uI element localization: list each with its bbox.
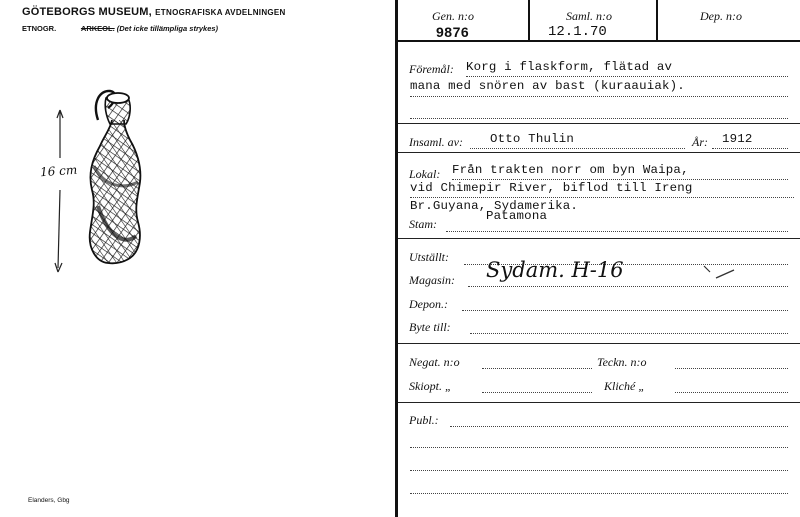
stam-label: Stam: xyxy=(409,217,437,231)
card-divider xyxy=(395,0,398,517)
measurement-arrow xyxy=(52,108,68,276)
insaml-value: Otto Thulin xyxy=(490,132,574,146)
foremal-dots-2 xyxy=(410,96,788,97)
saml-number: 12.1.70 xyxy=(548,24,607,40)
lokal-dots-1 xyxy=(452,179,788,180)
saml-label: Saml. n:o xyxy=(566,9,612,23)
magasin-label: Magasin: xyxy=(409,273,455,287)
ar-label: År: xyxy=(692,135,708,149)
publ-dots-2 xyxy=(410,447,788,448)
section-rule-1 xyxy=(398,123,800,124)
byte-label: Byte till: xyxy=(409,320,451,334)
section-rule-2 xyxy=(398,152,800,153)
foremal-dots-3 xyxy=(410,118,788,119)
publ-label: Publ.: xyxy=(409,413,439,427)
etnogr-label: ETNOGR. xyxy=(22,24,57,33)
department-name: ETNOGRAFISKA AVDELNINGEN xyxy=(155,8,286,17)
skiopt-dots xyxy=(482,392,592,393)
magasin-value: Sydam. H-16 xyxy=(486,258,624,282)
section-rule-5 xyxy=(398,402,800,403)
gen-label: Gen. n:o xyxy=(432,9,474,23)
publ-dots-4 xyxy=(410,493,788,494)
stam-value: Patamona xyxy=(486,209,548,223)
header-bottom-rule xyxy=(398,40,800,42)
kliche-label: Kliché „ xyxy=(604,379,645,393)
negat-label: Negat. n:o xyxy=(409,355,460,369)
section-rule-3 xyxy=(398,238,800,239)
depon-dots xyxy=(462,310,788,311)
kliche-dots xyxy=(675,392,788,393)
skiopt-label: Skiopt. „ xyxy=(409,379,452,393)
header-divider-2 xyxy=(656,0,658,40)
lokal-label: Lokal: xyxy=(409,167,441,181)
foremal-line-1: Korg i flaskform, flätad av xyxy=(466,60,673,74)
insaml-dots xyxy=(470,148,685,149)
stam-dots xyxy=(446,231,788,232)
lokal-dots-2 xyxy=(410,197,794,198)
strike-note: (Det icke tillämpliga strykes) xyxy=(116,24,219,33)
publ-dots-1 xyxy=(450,426,788,427)
byte-dots xyxy=(470,333,788,334)
foremal-line-2: mana med snören av bast (kuraauiak). xyxy=(410,79,685,93)
lokal-line-2: vid Chimepir River, biflod till Ireng xyxy=(410,181,693,195)
printer-imprint: Elanders, Gbg xyxy=(28,497,70,504)
magasin-dots xyxy=(468,286,788,287)
dep-label: Dep. n:o xyxy=(700,9,742,23)
section-rule-4 xyxy=(398,343,800,344)
basket-illustration xyxy=(78,86,158,268)
ar-value: 1912 xyxy=(722,132,753,146)
teckn-label: Teckn. n:o xyxy=(597,355,647,369)
category-line xyxy=(22,24,218,33)
foremal-label: Föremål: xyxy=(409,62,454,76)
handwritten-tick xyxy=(700,262,740,282)
utstallt-label: Utställt: xyxy=(409,250,450,264)
size-label: 16 cm xyxy=(39,162,78,180)
museum-header xyxy=(22,6,286,18)
publ-dots-3 xyxy=(410,470,788,471)
lokal-line-3: Br.Guyana, Sydamerika. xyxy=(410,199,578,213)
museum-name: GÖTEBORGS MUSEUM, xyxy=(22,6,152,18)
gen-number: 9876 xyxy=(436,24,470,40)
header-divider-1 xyxy=(528,0,530,40)
ar-dots xyxy=(712,148,788,149)
arkeol-label: ARKEOL. xyxy=(80,24,115,33)
foremal-dots-1 xyxy=(466,76,788,77)
depon-label: Depon.: xyxy=(409,297,448,311)
teckn-dots xyxy=(675,368,788,369)
lokal-line-1: Från trakten norr om byn Waipa, xyxy=(452,163,689,177)
negat-dots xyxy=(482,368,592,369)
insaml-label: Insaml. av: xyxy=(409,135,463,149)
